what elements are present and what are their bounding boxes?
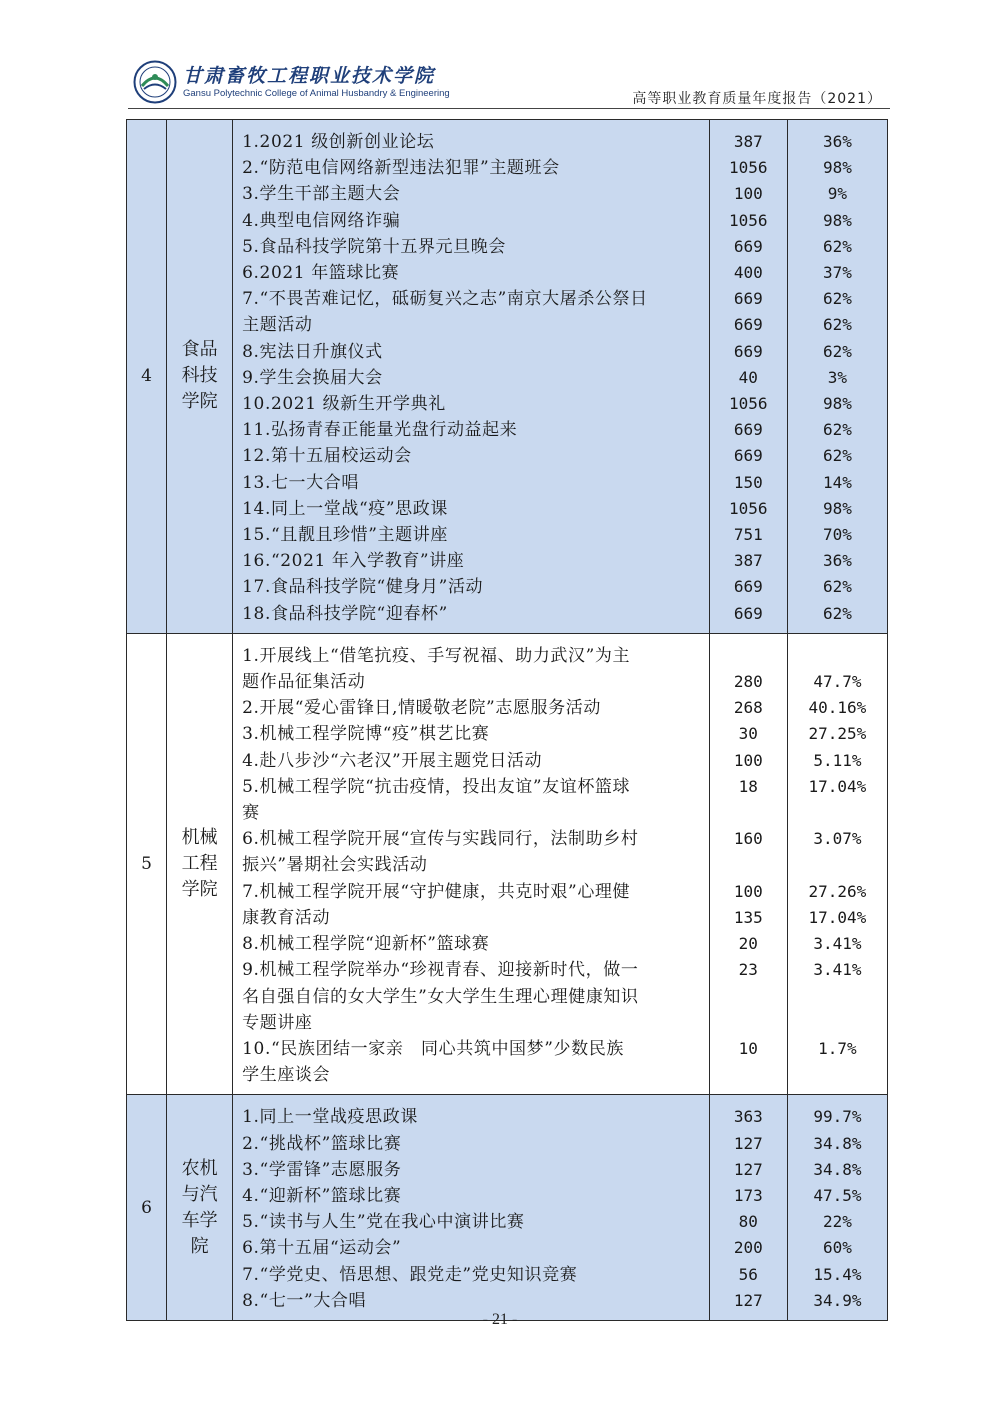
participant-count: 100 xyxy=(733,881,763,901)
event-line: 9.学生会换届大会 xyxy=(242,367,383,388)
event-line: 8.机械工程学院“迎新杯”篮球赛 xyxy=(242,934,490,955)
school-emblem-icon xyxy=(133,60,177,104)
table-row xyxy=(127,120,888,634)
participant-count: 669 xyxy=(733,603,763,623)
event-line: 名自强自信的女大学生”女大学生生理心理健康知识 xyxy=(242,986,639,1007)
participation-rate xyxy=(788,983,887,1009)
participant-count: 160 xyxy=(733,829,763,849)
participant-count: 387 xyxy=(733,132,763,151)
event-line: 1.2021 级创新创业论坛 xyxy=(242,132,435,152)
event-line: 4.“迎新杯”篮球比赛 xyxy=(242,1185,402,1206)
event-line: 5.食品科技学院第十五界元旦晚会 xyxy=(242,236,506,257)
event-line: 13.七一大合唱 xyxy=(242,472,359,493)
participation-rate: 70% xyxy=(822,525,852,545)
participant-count: 400 xyxy=(733,263,763,283)
participation-rate xyxy=(788,1010,887,1036)
participants-cell xyxy=(709,120,787,634)
event-line: 康教育活动 xyxy=(242,907,331,928)
rate-cell xyxy=(787,633,887,1094)
school-name-en: Gansu Polytechnic College of Animal Husbandry & Engineering xyxy=(183,87,450,99)
event-line: 10.2021 级新生开学典礼 xyxy=(242,394,446,415)
participation-rate: 62% xyxy=(822,446,852,466)
event-line: 10.“民族团结一家亲 同心共筑中国梦”少数民族 xyxy=(242,1038,624,1059)
event-line: 赛 xyxy=(242,803,260,824)
event-line: 专题讲座 xyxy=(242,1012,313,1033)
participation-rate: 62% xyxy=(822,341,852,361)
participant-count: 669 xyxy=(733,577,763,597)
participation-rate: 98% xyxy=(822,394,852,414)
participant-count: 751 xyxy=(733,525,763,545)
event-line: 3.学生干部主题大会 xyxy=(242,184,401,205)
participation-rate: 3.07% xyxy=(813,829,862,849)
college-name: 机械工程学院 xyxy=(181,827,218,901)
participant-count: 669 xyxy=(733,420,763,440)
event-line: 6.第十五届“运动会” xyxy=(242,1238,402,1259)
participation-rate: 15.4% xyxy=(813,1264,862,1284)
participant-count: 200 xyxy=(733,1238,763,1258)
participation-rate: 34.9% xyxy=(813,1290,862,1310)
event-line: 3.机械工程学院博“疫”棋艺比赛 xyxy=(242,724,490,745)
event-line: 16.“2021 年入学教育”讲座 xyxy=(242,551,465,572)
participation-rate: 98% xyxy=(822,158,852,178)
participant-count: 669 xyxy=(733,341,763,361)
participant-count: 669 xyxy=(733,289,763,309)
participant-count: 1056 xyxy=(729,158,768,178)
participant-count xyxy=(710,1062,787,1088)
rate-cell xyxy=(787,1095,887,1321)
row-index: 5 xyxy=(127,633,167,1094)
participation-rate: 36% xyxy=(822,132,852,151)
participation-rate: 47.5% xyxy=(813,1185,862,1205)
event-line: 题作品征集活动 xyxy=(242,672,366,693)
event-line: 6.2021 年篮球比赛 xyxy=(242,263,400,284)
participation-rate: 62% xyxy=(822,420,852,440)
participation-rate: 98% xyxy=(822,498,852,518)
event-line: 18.食品科技学院“迎春杯” xyxy=(242,603,448,624)
participant-count: 127 xyxy=(733,1290,763,1310)
participant-count: 40 xyxy=(738,367,758,387)
rate-cell xyxy=(787,120,887,634)
participant-count: 669 xyxy=(733,315,763,335)
participation-rate: 34.8% xyxy=(813,1133,862,1153)
participant-count xyxy=(710,643,787,669)
event-line: 主题活动 xyxy=(242,315,313,336)
participant-count: 150 xyxy=(733,472,763,492)
event-line: 7.机械工程学院开展“守护健康，共克时艰”心理健 xyxy=(242,881,631,902)
college-name: 食品科技学院 xyxy=(181,339,218,413)
event-line: 6.机械工程学院开展“宣传与实践同行，法制助乡村 xyxy=(242,829,639,850)
participation-rate xyxy=(788,643,887,669)
participation-rate: 17.04% xyxy=(808,907,867,927)
event-line: 5.“读书与人生”党在我心中演讲比赛 xyxy=(242,1212,525,1233)
participant-count: 56 xyxy=(738,1264,758,1284)
college-cell xyxy=(167,120,233,634)
participation-rate: 99.7% xyxy=(813,1107,862,1127)
event-line: 8.宪法日升旗仪式 xyxy=(242,341,383,362)
participation-rate: 47.7% xyxy=(813,672,862,692)
event-line: 学生座谈会 xyxy=(242,1065,331,1086)
participant-count xyxy=(710,800,787,826)
row-index: 6 xyxy=(127,1095,167,1321)
participant-count: 669 xyxy=(733,446,763,466)
college-name: 农机与汽车学院 xyxy=(181,1157,218,1257)
participation-rate: 62% xyxy=(822,603,852,623)
participant-count: 127 xyxy=(733,1159,763,1179)
participation-rate xyxy=(788,852,887,878)
row-index: 4 xyxy=(127,120,167,634)
participation-rate: 3.41% xyxy=(813,934,862,954)
event-line: 11.弘扬青春正能量光盘行动益起来 xyxy=(242,420,518,441)
participation-rate: 22% xyxy=(822,1212,852,1232)
event-line: 7.“学党史、悟思想、跟党走”党史知识竞赛 xyxy=(242,1264,578,1285)
participation-rate: 37% xyxy=(822,263,852,283)
events-cell xyxy=(233,120,710,634)
participation-rate: 1.7% xyxy=(818,1038,857,1058)
participant-count: 1056 xyxy=(729,394,768,414)
activities-table xyxy=(126,119,888,1321)
event-line: 9.机械工程学院举办“珍视青春、迎接新时代，做一 xyxy=(242,960,639,981)
participation-rate: 60% xyxy=(822,1238,852,1258)
event-line: 8.“七一”大合唱 xyxy=(242,1290,367,1311)
participation-rate: 27.26% xyxy=(808,881,867,901)
participation-rate: 62% xyxy=(822,577,852,597)
event-line: 4.典型电信网络诈骗 xyxy=(242,210,401,231)
participant-count: 135 xyxy=(733,907,763,927)
participant-count: 387 xyxy=(733,551,763,571)
participant-count: 100 xyxy=(733,750,763,770)
participant-count xyxy=(710,983,787,1009)
participation-rate: 3% xyxy=(827,367,848,387)
event-line: 2.“防范电信网络新型违法犯罪”主题班会 xyxy=(242,158,560,179)
participant-count: 363 xyxy=(733,1107,763,1127)
college-cell xyxy=(167,1095,233,1321)
table-row xyxy=(127,1095,888,1321)
page-header xyxy=(0,0,1000,115)
school-name-cn: 甘肃畜牧工程职业技术学院 xyxy=(183,64,436,87)
event-line: 3.“学雷锋”志愿服务 xyxy=(242,1159,402,1180)
participation-rate: 40.16% xyxy=(808,698,867,718)
events-cell xyxy=(233,633,710,1094)
participant-count: 80 xyxy=(738,1212,758,1232)
participant-count: 30 xyxy=(738,724,758,744)
event-line: 2.开展“爱心雷锋日,情暖敬老院”志愿服务活动 xyxy=(242,698,601,719)
participant-count: 280 xyxy=(733,672,763,692)
participation-rate: 34.8% xyxy=(813,1159,862,1179)
event-line: 12.第十五届校运动会 xyxy=(242,446,412,467)
school-logo xyxy=(133,60,450,104)
page-number: - 21 - xyxy=(482,1311,518,1328)
table-row xyxy=(127,633,888,1094)
participant-count: 127 xyxy=(733,1133,763,1153)
participation-rate: 3.41% xyxy=(813,960,862,980)
participation-rate: 98% xyxy=(822,210,852,230)
event-line: 1.同上一堂战疫思政课 xyxy=(242,1107,418,1128)
event-line: 14.同上一堂战“疫”思政课 xyxy=(242,498,448,519)
participant-count: 268 xyxy=(733,698,763,718)
header-divider xyxy=(128,108,890,109)
event-line: 1.开展线上“借笔抗疫、手写祝福、助力武汉”为主 xyxy=(242,645,631,666)
participants-cell xyxy=(709,633,787,1094)
report-title: 高等职业教育质量年度报告（2021） xyxy=(632,91,882,107)
participant-count: 20 xyxy=(738,934,758,954)
participation-rate: 14% xyxy=(822,472,852,492)
participation-rate: 27.25% xyxy=(808,724,867,744)
event-line: 4.赴八步沙“六老汉”开展主题党日活动 xyxy=(242,750,543,771)
participation-rate: 36% xyxy=(822,551,852,571)
participants-cell xyxy=(709,1095,787,1321)
participant-count: 1056 xyxy=(729,498,768,518)
participation-rate xyxy=(788,800,887,826)
event-line: 5.机械工程学院“抗击疫情，投出友谊”友谊杯篮球 xyxy=(242,776,631,797)
participation-rate: 9% xyxy=(827,184,848,204)
participation-rate: 62% xyxy=(822,289,852,309)
events-cell xyxy=(233,1095,710,1321)
participation-rate: 62% xyxy=(822,236,852,256)
participant-count: 669 xyxy=(733,236,763,256)
participation-rate: 17.04% xyxy=(808,776,867,796)
event-line: 振兴”暑期社会实践活动 xyxy=(242,855,428,876)
participation-rate xyxy=(788,1062,887,1088)
participant-count: 10 xyxy=(738,1038,758,1058)
college-cell xyxy=(167,633,233,1094)
participant-count xyxy=(710,852,787,878)
participation-rate: 5.11% xyxy=(813,750,862,770)
participant-count: 1056 xyxy=(729,210,768,230)
participant-count xyxy=(710,1010,787,1036)
event-line: 17.食品科技学院“健身月”活动 xyxy=(242,577,484,598)
participation-rate: 62% xyxy=(822,315,852,335)
event-line: 7.“不畏苦难记忆，砥砺复兴之志”南京大屠杀公祭日 xyxy=(242,289,648,310)
event-line: 15.“且靓且珍惜”主题讲座 xyxy=(242,525,448,546)
participant-count: 100 xyxy=(733,184,763,204)
participant-count: 23 xyxy=(738,960,758,980)
participant-count: 18 xyxy=(738,776,758,796)
event-line: 2.“挑战杯”篮球比赛 xyxy=(242,1133,402,1154)
participant-count: 173 xyxy=(733,1185,763,1205)
